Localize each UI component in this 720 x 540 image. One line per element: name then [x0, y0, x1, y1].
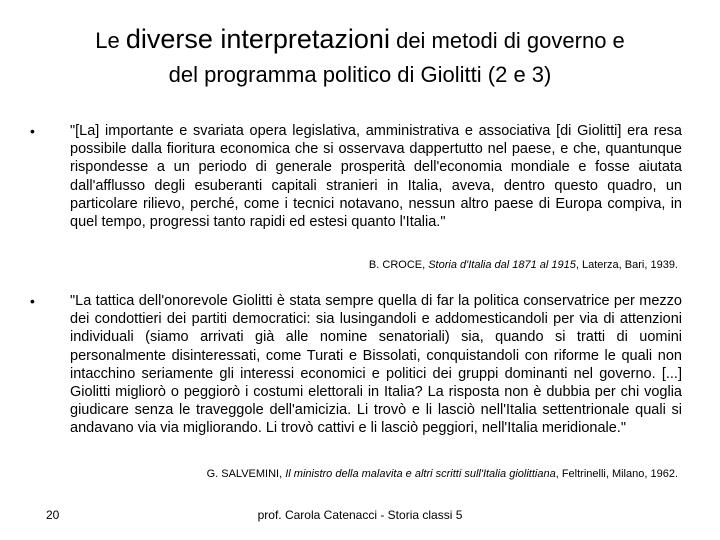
title-word-le: Le	[95, 28, 120, 53]
footer-author: prof. Carola Catenacci - Storia classi 5	[257, 508, 463, 522]
quote-salvemini: "La tattica dell'onorevole Giolitti è stata sempre quella di far la politica conservatrice per mezzo dei condottieri dei partiti democratici: sia lusingandoli e addomesticandoli per via di attenzioni individuali (siamo arrivati già alle nomine senatoriali) sia, quando si tratti di uomini personalmente disinteressati, come Turati e Bissolati, conquistandoli con riforme le quali non intacchino seriamente gli interessi economici e politici dei gruppi dominanti nel governo. [...] Giolitti migliorò o peggiorò i costumi elettorali in Italia? La risposta non è dubbia per chi voglia giudicare senza le traveggole dell'amicizia. Li trovò e li lasciò nell'Italia settentrionale quali si andavano via via migliorando. Li trovò cattivi e li lasciò peggiori, nell'Italia meridionale."	[70, 293, 682, 437]
citation-salvemini	[207, 467, 678, 481]
citation-croce-work: Storia d'Italia dal 1871 al 1915	[428, 259, 576, 271]
title-word-rest: dei metodi di governo e	[396, 28, 625, 53]
citation-croce-publisher: , Laterza, Bari, 1939.	[575, 259, 678, 271]
citation-salvemini-author: G. SALVEMINI,	[206, 468, 283, 480]
bullet-marker-2: •	[30, 293, 35, 309]
citation-croce	[369, 258, 678, 272]
page-number: 20	[46, 508, 60, 522]
bullet-marker-1: •	[30, 123, 35, 139]
title-highlight: diverse interpretazioni	[125, 24, 390, 54]
slide-title	[0, 22, 720, 92]
quote-croce: "[La] importante e svariata opera legislativa, amministrativa e associativa [di Giolitti] era resa possibile dalla fioritura economica che si osservava dappertutto nel paese, e che, quantunque rispondesse a un periodo di generale prosperità dell'economia mondiale e fosse aiutata dall'afflusso degli esuberanti capitali stranieri in Italia, aveva, dentro questo quadro, un particolare rilievo, perché, come i tecnici notavano, nessun altro paese di Europa compiva, in quel tempo, progressi tanto rapidi ed estesi quanto l'Italia."	[70, 123, 682, 231]
title-line-2: del programma politico di Giolitti (2 e 3)	[168, 62, 552, 87]
title-line-1	[0, 22, 720, 58]
citation-salvemini-work: Il ministro della malavita e altri scritti sull'Italia giolittiana	[285, 468, 556, 480]
citation-salvemini-publisher: , Feltrinelli, Milano, 1962.	[555, 468, 678, 480]
citation-croce-author: B. CROCE,	[368, 259, 426, 271]
